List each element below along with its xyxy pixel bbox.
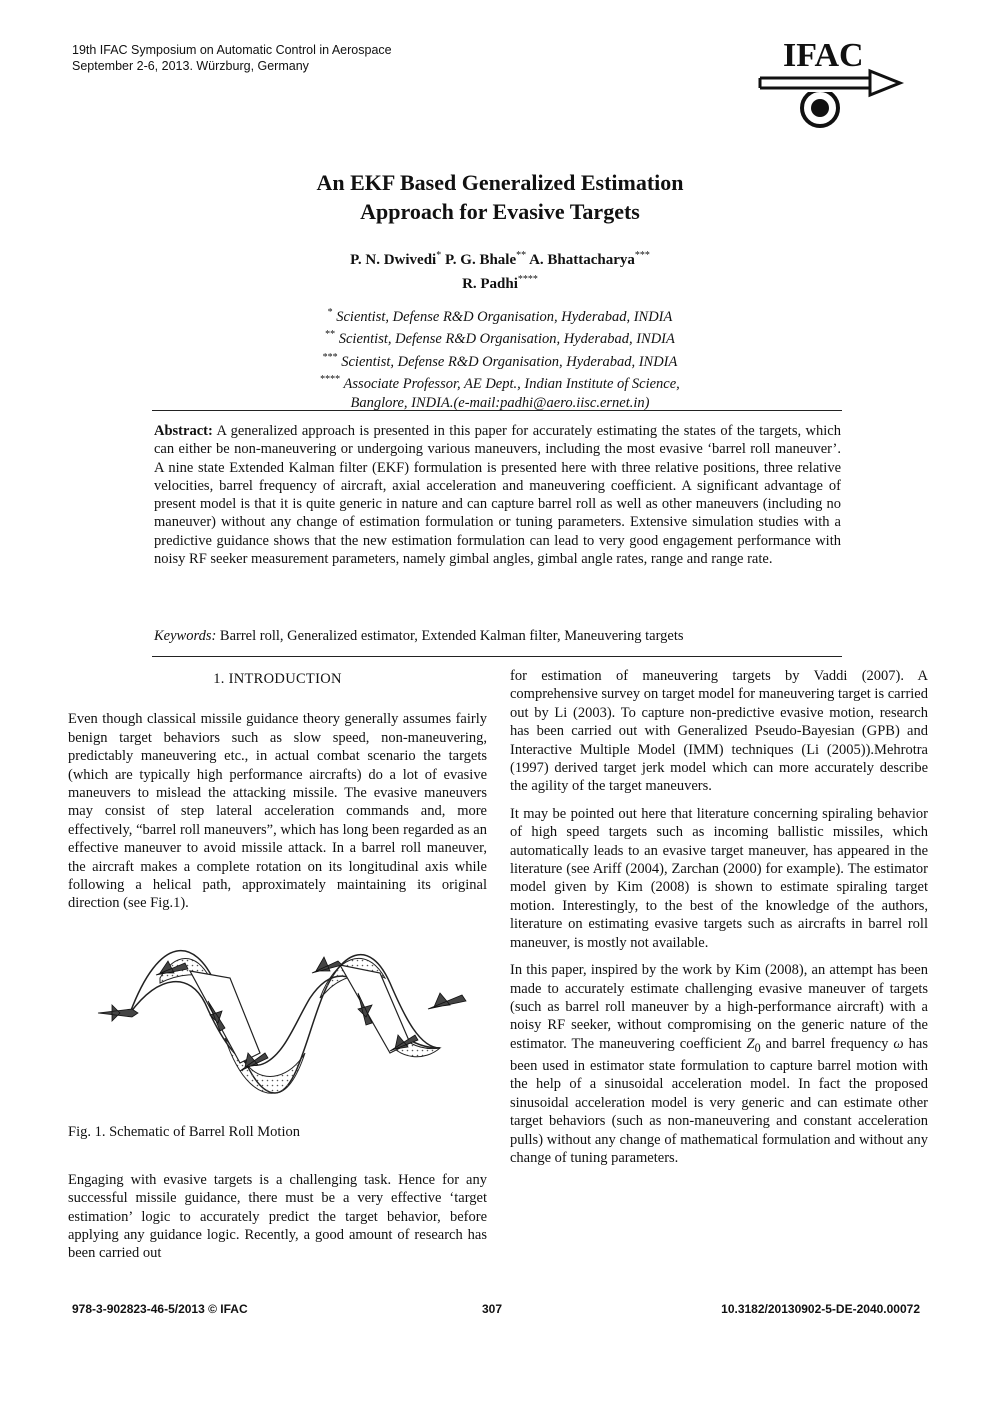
isbn: 978-3-902823-46-5/2013 © IFAC — [72, 1302, 248, 1316]
paper-title-line2: Approach for Evasive Targets — [360, 199, 640, 224]
symbol-z0: Z — [746, 1035, 755, 1052]
paper-title — [150, 168, 850, 226]
author-mark: * — [436, 250, 442, 261]
symbol-omega: ω — [893, 1035, 904, 1052]
conference-name: 19th IFAC Symposium on Automatic Control in Aerospace — [72, 43, 392, 57]
author-name: R. Padhi — [462, 276, 518, 292]
keywords-label: Keywords: — [154, 628, 217, 644]
affiliation: **** Associate Professor, AE Dept., Indian Institute of Science, — [320, 374, 680, 393]
author-name: P. N. Dwivedi — [350, 252, 437, 268]
body-paragraph: Even though classical missile guidance theory generally assumes fairly benign target behaviors such as slow speed, non-maneuvering, predictably maneuvering etc., in actual combat scenario the targets (which are typically high performance aircrafts) do a lot of evasive maneuvers to mislead the attacking missile. The evasive maneuvers may consist of step lateral acceleration commands and, more effectively, “barrel roll maneuvers”, which has long been regarded as an effective maneuver to avoid missile attack. In a barrel roll maneuver, the aircraft makes a complete rotation on its longitudinal axis while following a helical path, approximately maintaining its original direction (see Fig.1). — [68, 711, 487, 912]
affiliation: *** Scientist, Defense R&D Organisation, Hyderabad, INDIA — [322, 351, 678, 370]
author-mark: ** — [516, 250, 527, 261]
body-paragraph: for estimation of maneuvering targets by Vaddi (2007). A comprehensive survey on target model for maneuvering target is carried out by Li (2003). To capture non-predictive evasive motion, research has been carried out with Generalized Pseudo-Bayesian (GPB) and Interactive Multiple Model (IMM) techniques (Li (2005)).Mehrotra (1997) derived target jerk model which can more accurately describe the agility of the target maneuvers. — [510, 668, 928, 795]
abstract-label: Abstract: — [154, 423, 213, 439]
conference-header — [72, 42, 392, 74]
left-column — [68, 670, 487, 1272]
divider — [152, 656, 842, 657]
paper-title-line1: An EKF Based Generalized Estimation — [316, 170, 684, 195]
barrel-roll-figure — [90, 943, 470, 1108]
body-paragraph: It may be pointed out here that literature concerning spiraling behavior of high speed targets such as incoming ballistic missiles, which automatically leads to an evasive target maneuver, has appeared in the literature (see Ariff (2004), Zarchan (2000) for example). The estimator model given by Kim (2008) is shown to estimate spiraling target motion. Interestingly, to the best of the knowledge of the authors, literature on estimating evasive targets such as aircrafts in barrel roll maneuver, is mostly not available. — [510, 805, 928, 951]
figure-caption: Fig. 1. Schematic of Barrel Roll Motion — [68, 1124, 300, 1141]
author-mark: **** — [517, 274, 538, 285]
abstract — [154, 422, 841, 568]
divider — [152, 410, 842, 411]
affiliation: ** Scientist, Defense R&D Organisation, Hyderabad, INDIA — [325, 329, 675, 348]
author-list — [150, 246, 850, 294]
page-number: 307 — [482, 1302, 503, 1316]
body-paragraph: Engaging with evasive targets is a challenging task. Hence for any successful missile guidance, there must be a very effective ‘target estimation’ logic to accurately predict the target behavior, before applying any guidance logic. Recently, a good amount of research has been carried out — [68, 1171, 487, 1262]
author-name: P. G. Bhale — [444, 252, 517, 268]
author-mark: *** — [634, 250, 650, 261]
author-name: A. Bhattacharya — [529, 252, 635, 268]
keywords-text: Barrel roll, Generalized estimator, Extended Kalman filter, Maneuvering targets — [219, 628, 684, 644]
doi: 10.3182/20130902-5-DE-2040.00072 — [721, 1302, 920, 1316]
keywords — [154, 627, 841, 645]
body-paragraph: In this paper, inspired by the work by Kim (2008), an attempt has been made to accurately estimate challenging evasive maneuver of targets (such as barrel roll maneuver by a high-performance aircraft) with a noisy RF seeker, without compromising on the generic nature of the estimator. The maneuvering coefficient $Z_0$ and barrel frequency ω has been used in estimator state formulation to capture barrel motion with the help of a sinusoidal acceleration model. In fact the proposed sinusoidal acceleration model is very generic and can estimate other target behaviors (such as non-maneuvering and constant acceleration pulls) without any change of mathematical formulation and without any change of tuning parameters. — [510, 962, 928, 1167]
affiliation: Banglore, INDIA.(e-mail:padhi@aero.iisc.ernet.in) — [350, 394, 650, 411]
right-column — [510, 667, 928, 1176]
abstract-text: A generalized approach is presented in this paper for accurately estimating the states of the targets, which can either be non-maneuvering or undergoing various maneuvers, including the most evasive ‘barrel roll maneuver’. A nine state Extended Kalman filter (EKF) formulation is presented here with three relative positions, three relative velocities, barrel frequency of aircraft, axial acceleration and maneuvering coefficient. A significant advantage of present model is that it is quite generic in nature and can capture barrel roll as well as other maneuvers (including no maneuver) without any change of estimation formulation or tuning parameters. Extensive simulation studies with a predictive guidance shows that the new estimation formulation can lead to very good engagement performance with noisy RF seeker measurement parameters, namely gimbal angles, gimbal angle rates, range and range rate. — [154, 423, 841, 568]
ifac-logo — [758, 36, 908, 132]
affiliation: * Scientist, Defense R&D Organisation, Hyderabad, INDIA — [327, 307, 673, 325]
affiliation-list — [150, 304, 850, 412]
section-heading: 1. INTRODUCTION — [213, 671, 342, 687]
conference-date-location: September 2-6, 2013. Würzburg, Germany — [72, 59, 309, 73]
logo-text: IFAC — [783, 37, 864, 74]
